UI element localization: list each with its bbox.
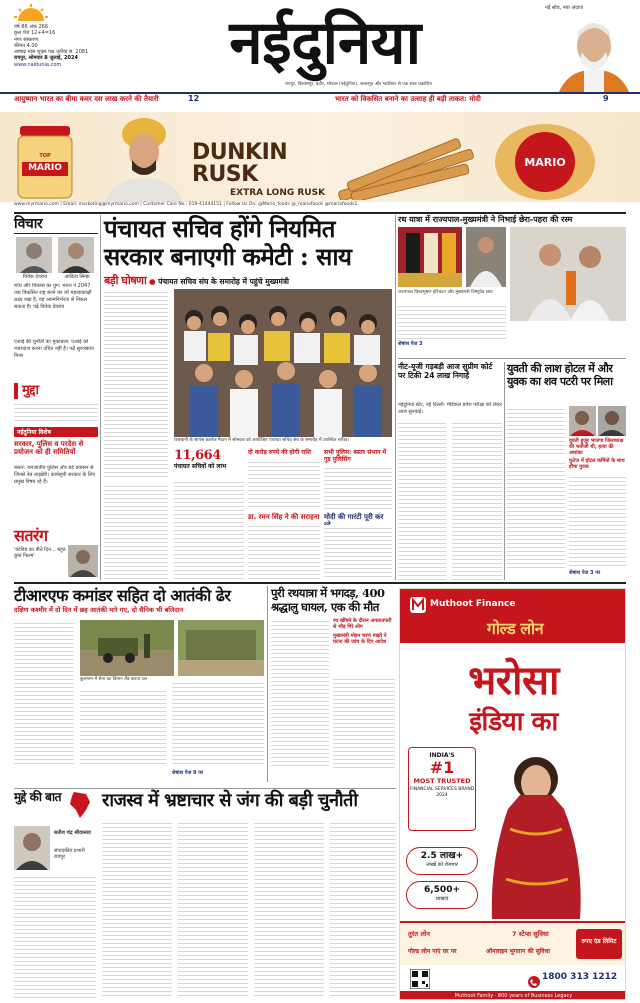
rath-headline[interactable]: रथ यात्रा में राज्यपाल-मुख्यमंत्री ने निभाई छेरा-पहरा की रस्म	[398, 215, 573, 224]
vichar-item-2[interactable]: एआई की चुनौती का मुकाबला: एआई को नजरंदाज करना उचित नहीं है। पढ़ें सुरजकांत मिश्रा	[14, 339, 94, 359]
rath-page-ref[interactable]: शेषांश पेज 3	[398, 341, 423, 347]
mario-jar-left	[14, 122, 76, 200]
lead-stat-box	[174, 449, 244, 475]
mario-logo-left: MARIO	[28, 163, 62, 173]
ribbon-left-text[interactable]: आयुष्मान भारत का बीमा कवर दस लाख करने की तैयारी	[14, 95, 159, 103]
hotel-photo-2	[598, 406, 626, 436]
neet-body-col-1	[398, 420, 446, 580]
puri-bullets	[333, 618, 395, 674]
muthoot-footer: Muthoot Family · 800 years of Business Legacy	[400, 991, 626, 1000]
muthoot-phone[interactable]: 1800 313 1212	[542, 972, 618, 982]
celebrity-photo	[92, 112, 192, 210]
rajasva-story	[14, 790, 396, 1000]
rath-photo-1	[398, 227, 462, 287]
ribbon	[0, 92, 640, 104]
lead-side-box	[324, 513, 392, 579]
lead-body-col-2	[104, 483, 168, 579]
trf-photo	[80, 620, 174, 676]
puri-bullet-1: रथ खींचने के दौरान अफरातफरी से भीड़ गिरे लोग	[333, 618, 392, 630]
author-photo-2	[58, 237, 94, 273]
lead-photo	[174, 289, 392, 437]
lead-photo-caption: राजधानी के सायंस कालेज मैदान में सोमवार को आयोजित पंचायत सचिव संघ के समारोह में उपस्थित सचिव।	[174, 438, 350, 443]
product-tag: EXTRA LONG RUSK	[230, 188, 326, 198]
rajasva-author-role: संपादकीय प्रभारी रायपुर	[54, 848, 85, 861]
feature-strip	[400, 921, 626, 965]
rath-body	[398, 303, 506, 339]
newspaper-title: नईदुनिया	[229, 8, 421, 78]
mario-top-left: TOP	[39, 153, 51, 159]
box2-title[interactable]: डा. रमन सिंह ने की सराहना	[248, 513, 320, 521]
hotel-bullet-2: फुटेज में होटल कर्मियों के साथ हौंचा युवक	[569, 458, 625, 470]
product-name: DUNKIN RUSK	[192, 140, 288, 187]
trf-photo-2	[178, 620, 264, 676]
rajasva-body-3	[178, 820, 248, 998]
rath-photo-2	[510, 227, 626, 321]
badge-top: INDIA'S	[429, 752, 455, 759]
author-photo-1	[16, 237, 52, 273]
masthead-edition-info	[14, 24, 124, 68]
lead-subhead: पंचायत सचिव संघ के समारोह में पहुंचे मुख्यमंत्री	[158, 277, 290, 286]
muthoot-ad[interactable]	[399, 588, 626, 1000]
neet-body-lead: नईदुनिया स्टेट, नई दिल्ली: मेडिकल प्रवेश परीक्षा को लेकर आज सुनवाई।	[398, 402, 502, 415]
stat-value: 11,664	[174, 448, 221, 463]
feature-2: 7 स्टेप्स सुविधा	[512, 930, 549, 938]
satrang-body: 'कोविड का बीते दिन... बहुत कुछ फिल्म'	[14, 547, 66, 560]
trf-body-1	[14, 620, 74, 766]
hotel-body-1	[507, 406, 565, 456]
puri-body-2	[333, 676, 395, 768]
muthoot-cta-button[interactable]: रुपए एंड लिमिट	[576, 929, 622, 959]
rusk-sticks	[330, 120, 480, 200]
hotel-bullet-1: युवती हुजूर भाजपा जिलाध्यक्ष की भतीजी थी, हत्या की आशंका	[569, 438, 624, 456]
muthoot-logo-icon	[410, 597, 426, 613]
trf-headline[interactable]: टीआरएफ कमांडर सहित दो आतंकी ढेर	[14, 586, 231, 605]
cities-line: रायपुर, बिलासपुर, इंदौर, भोपाल (नईदुनिया), जबलपुर और ग्वालियर से एक साथ प्रकाशित	[285, 82, 433, 87]
ribbon-right-page: 9	[603, 94, 609, 103]
feature-1: तुरंत लोन	[408, 930, 431, 938]
stat-label: पंचायत सचिवों को लाभ	[174, 463, 227, 470]
vichar-column	[14, 215, 98, 580]
lead-box-2	[248, 513, 320, 579]
satrang-box	[14, 527, 98, 577]
lead-box-1	[248, 449, 320, 509]
hotel-headline[interactable]: युवती की लाश होटल में और युवक का शव पटरी पर मिला	[507, 362, 613, 388]
trf-body-2	[80, 688, 166, 766]
ribbon-left-page: 12	[188, 94, 200, 103]
box2-body	[248, 523, 320, 579]
madhuri-photo	[480, 739, 590, 919]
lead-body-col-3	[174, 479, 244, 579]
mudda-label	[14, 383, 98, 399]
lead-kicker-row: बड़ी घोषणा ● पंचायत सचिव संघ के समारोह में पहुंचे मुख्यमंत्री	[104, 274, 290, 287]
lead-headline-1[interactable]: पंचायत सचिव होंगे नियमित	[104, 214, 335, 243]
rath-story	[398, 215, 626, 355]
puri-body-1	[271, 618, 329, 768]
mario-ad[interactable]	[0, 112, 640, 210]
samvat-text: आषाढ़ मास शुक्ल पक्ष तृतीया सं. 2081	[14, 49, 89, 55]
column-header: मुद्दे की बात	[14, 790, 61, 804]
stat1-value: 2.5 लाख+	[420, 851, 464, 861]
mudda-body	[14, 401, 98, 423]
rajasva-author: सतीश चंद्र श्रीवास्तव	[54, 830, 91, 836]
vichar-header: विचार	[14, 216, 43, 232]
trf-body-3	[172, 680, 264, 766]
masthead	[0, 0, 640, 117]
india-map-icon	[66, 790, 94, 820]
phone-icon	[528, 973, 540, 985]
lead-headline-2[interactable]: सरकार बनाएगी कमेटी : साय	[104, 242, 352, 271]
box3-body	[324, 465, 392, 509]
stat-2	[406, 881, 478, 909]
lead-body-col-1	[104, 289, 168, 479]
ad-footer-text: www.myrmario.com | Email: marketing@myrmario.com | Customer Care No.: 019-41444151 | Follow Us On: @Mario_foods @_mariofoods @mariofoods1	[14, 202, 358, 207]
hotel-story	[507, 362, 626, 580]
puri-bullet-2: मुख्यमंत्री मोहन चरण माझी ने घटना की जांच के दिए आदेश	[333, 633, 387, 645]
ribbon-right-text[interactable]: भारत को विकसित बनाने का उत्साह ही बड़ी ताकत: मोदी	[335, 95, 481, 103]
author-name-1: विवेक देवराय	[23, 274, 47, 280]
side-title[interactable]: मोदी की गारंटी पूरी कर	[324, 513, 384, 521]
trf-page-ref[interactable]: शेषांश पेज 9 पर	[172, 770, 204, 776]
rajasva-body-4	[254, 820, 324, 998]
hotel-body-2	[507, 460, 565, 570]
edition-text: नगर संस्करण	[14, 36, 39, 43]
trf-subhead: दक्षिण कश्मीर में दो दिन में छह आतंकी मारे गए, दो सैनिक भी बलिदान	[14, 606, 184, 614]
muthoot-slogan-1: भरोसा	[468, 657, 559, 704]
badge-main: MOST TRUSTED	[413, 777, 471, 785]
vichar-item-1[interactable]: शोध और विकास का युग: भारत ने 2047 तक विकसित राष्ट्र बनने का जो महत्वाकांक्षी लक्ष्य रखा है, वह आत्मनिर्भरता से निकल सकता है। पढ़ें विवेक देवराय	[14, 283, 92, 310]
mario-jar-right	[490, 120, 600, 204]
muthoot-slogan-2: इंडिया का	[469, 707, 558, 737]
vishesh-header: नईदुनिया विशेष	[14, 427, 98, 437]
hotel-page-ref[interactable]: शेषांश पेज 3 पर	[569, 570, 601, 576]
trf-story	[14, 586, 264, 786]
satrang-photo	[68, 545, 98, 577]
stat2-value: 6,500+	[423, 885, 460, 895]
muthoot-product: गोल्ड लोन	[486, 619, 544, 638]
muthoot-brand: Muthoot Finance	[430, 599, 516, 609]
neet-story	[398, 362, 502, 580]
badge-num: #1	[429, 758, 455, 777]
pages-text: कुल पेज 12+4=16	[14, 30, 56, 37]
satrang-header: सतरंग	[14, 526, 48, 545]
feature-3: ऑनलाइन भुगतान की सुविधा	[486, 948, 550, 955]
rath-caption: राज्यपाल विश्वभूषण हरिचंदन और मुख्यमंत्री विष्णुदेव साय	[398, 290, 493, 295]
vishesh-body: बस्तर: जनजातीय पुलिस और बड़े प्रवासन से जिनसे नेत्र लाइब्रेरी। कार्यसूची सरकार के लिए प्रमुख विषय रहे हैं।	[14, 465, 96, 485]
mudde-ki-baat	[14, 790, 96, 824]
rajasva-author-photo	[14, 826, 50, 870]
stat2-label: शाखाएं	[435, 896, 449, 902]
date-text: रायपुर, सोमवार 8 जुलाई, 2024	[14, 55, 78, 62]
qr-code-icon	[410, 969, 430, 989]
rajasva-body-1	[14, 874, 96, 998]
hotel-photo-1	[569, 406, 596, 436]
trf-caption: कुलगाम में सेना का विमान लैंड करता दल	[80, 677, 147, 682]
puri-story	[271, 586, 395, 786]
lead-kicker: बड़ी घोषणा	[104, 274, 147, 287]
box1-body	[248, 459, 320, 509]
rajasva-body-5	[330, 820, 396, 998]
mudda-text: मुद्दा	[22, 383, 39, 398]
rajasva-headline[interactable]: राजस्व में भ्रष्टाचार से जंग की बड़ी चुनौती	[102, 790, 358, 811]
stat1-label: लाखों को रोजगार	[426, 862, 458, 868]
box1-title[interactable]: दो करोड़ रुपये की होगी राशि	[248, 449, 311, 456]
website-text: www.naidunia.com	[14, 61, 62, 68]
side-body	[324, 525, 392, 579]
trust-badge	[408, 747, 476, 831]
muthoot-header	[400, 589, 626, 643]
author-name-2: आदित्य सिन्हा	[64, 274, 90, 280]
lead-box-3	[324, 449, 392, 509]
neet-body-col-2	[452, 420, 502, 580]
puri-headline[interactable]: पुरी रथयात्रा में भगदड़, 400 श्रद्धालु घायल, एक की मौत	[271, 586, 385, 614]
neet-headline[interactable]: नीट-यूजी गड़बड़ी आज सुप्रीम कोर्ट पर टिकी 24 लाख निगाहें	[398, 362, 493, 380]
year-text: वर्ष 86 अंक 266	[14, 24, 49, 30]
vishesh-title[interactable]: सरकार, पुलिस व परदेस से प्रयोजन को ही समितियों	[14, 440, 84, 456]
rajasva-body-2	[102, 820, 172, 998]
ad-footer	[0, 202, 640, 210]
price-text: कीमत 4.00	[14, 42, 38, 49]
mario-product	[192, 142, 332, 198]
badge-sub: FINANCIAL SERVICES BRAND 2024	[409, 787, 475, 798]
stat-1	[406, 847, 478, 875]
rath-photo-3	[466, 227, 506, 287]
box3-title[interactable]: सभी पुलिस: बस्तर संभाग में गुड पुलिसिंग	[324, 449, 387, 463]
feature-4: गोल्ड लोन पाएं घर पर	[408, 948, 457, 955]
lead-story	[104, 215, 392, 580]
logo-sun-icon	[14, 4, 48, 21]
mario-logo-right: MARIO	[524, 156, 566, 169]
hotel-body-3	[569, 474, 626, 568]
pm-photo	[548, 14, 634, 94]
tagline: नई सोच, नया अंदाज	[545, 5, 583, 11]
